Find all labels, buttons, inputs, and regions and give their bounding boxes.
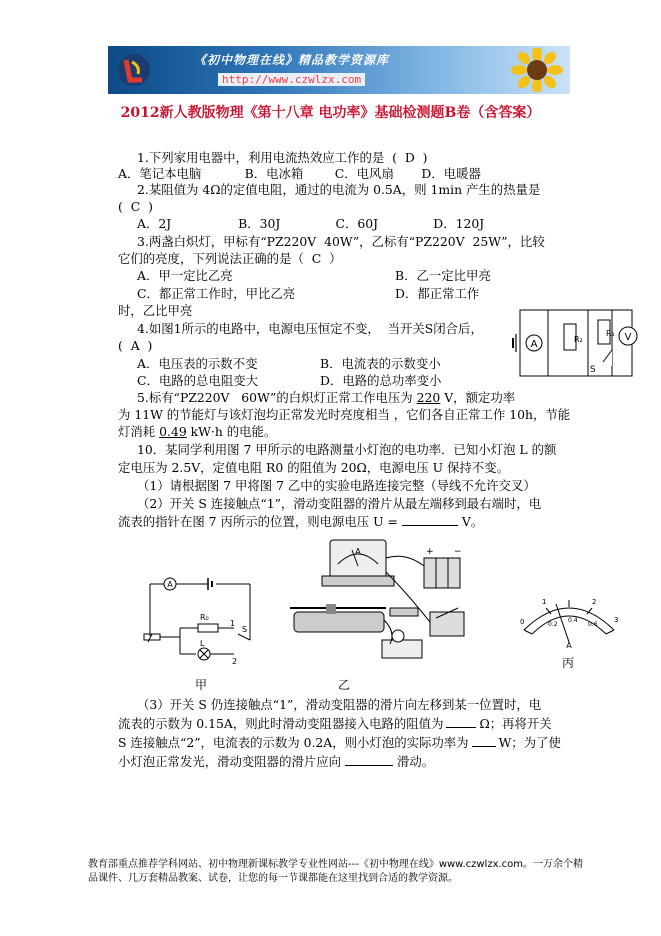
q10-part3-cont3: 小灯泡正常发光，滑动变阻器的滑片应向 滑动。 [118,754,435,769]
figure-7-jia-schematic [138,570,256,668]
site-logo-icon [116,52,152,88]
q5-line-3: 灯消耗 0.49 kW·h 的电能。 [118,424,277,439]
sunflower-icon [510,48,564,92]
q1-stem: 1.下列家用电器中，利用电流热效应工作的是 ( D ) [137,150,428,165]
svg-text:A: A [566,641,572,650]
q10-stem: 10．某同学利用图 7 甲所示的电路测量小灯泡的电功率．已知小灯泡 L 的额 [137,442,557,457]
svg-text:1: 1 [230,619,236,628]
document-title: 2012新人教版物理《第十八章 电功率》基础检测题B卷（含答案） [120,105,541,121]
site-banner [108,46,570,94]
q10-stem-2: 定电压为 2.5V，定值电阻 R0 的阻值为 20Ω，电源电压 U 保持不变。 [118,460,509,475]
page-footer: 教育部重点推荐学科网站、初中物理新课标教学专业性网站---《初中物理在线》www.czwlzx.com。一万余个精品课件、几万套精品教案、试卷，让您的每一节课都能在这里找到合适的教学资源。 [88,859,584,884]
q4-option-b: B．电流表的示数变小 [320,356,441,371]
q4-stem: 4.如图1所示的电路中，电源电压恒定不变， 当开关S闭合后， [137,321,483,336]
q4-option-c: C．电路的总电阻变大 [137,373,258,388]
q5-blank-energy: 0.49 [159,424,187,439]
svg-text:R₁: R₁ [606,329,615,338]
figure-1-circuit [512,306,642,382]
q4-answer: ( A ) [118,338,153,353]
blank-direction [345,754,393,766]
svg-text:0.2: 0.2 [548,621,558,628]
banner-url[interactable]: http://www.czwlzx.com [218,73,365,86]
svg-text:2: 2 [232,657,238,666]
svg-text:−: − [454,547,462,557]
blank-resistance [446,716,476,728]
q10-part2-cont: 流表的指针在图 7 丙所示的位置，则电源电压 U = V。 [118,514,484,529]
q3-option-a: A．甲一定比乙亮 [137,268,233,283]
svg-text:R₂: R₂ [574,335,583,344]
q1-options: A．笔记本电脑 B．电冰箱 C．电风扇 D．电暖器 [118,166,481,181]
bulb-and-resistor [382,608,422,658]
svg-text:V: V [624,332,632,343]
q5-line-2: 为 11W 的节能灯与该灯泡均正常发光时亮度相当 ，它们各自正常工作 10h，节能 [118,407,571,422]
q3-option-d-cont: 时，乙比甲亮 [118,303,193,318]
svg-text:1: 1 [542,598,547,606]
svg-text:A: A [530,339,538,350]
q10-part2: （2）开关 S 连接触点“1”，滑动变阻器的滑片从最左端移到最右端时，电 [137,496,542,511]
svg-text:S: S [590,365,596,375]
svg-text:L: L [200,639,205,648]
figure-7-bing-label: 丙 [562,656,575,670]
svg-text:3: 3 [614,616,619,624]
figure-7-jia-label: 甲 [195,678,208,692]
svg-text:0.4: 0.4 [568,617,578,624]
q10-part3: （3）开关 S 仍连接触点“1”，滑动变阻器的滑片向左移到某一位置时，电 [137,697,542,712]
svg-text:R₀: R₀ [200,613,209,622]
svg-text:2: 2 [592,598,597,606]
figure-7-yi-apparatus [286,532,494,666]
rheostat [290,604,386,632]
q10-part3-cont: 流表的示数为 0.15A，则此时滑动变阻器接入电路的阻值为 Ω；再将开关 [118,716,552,731]
svg-text:+: + [426,547,434,557]
blank-power [472,735,496,747]
battery-pack [424,547,462,588]
q3-option-d: D．都正常工作 [395,286,480,301]
svg-text:0: 0 [520,618,525,626]
switch-device [430,608,464,636]
svg-text:S: S [242,625,248,634]
figure-7-bing-meter [516,590,622,650]
q4-option-d: D．电路的总功率变小 [320,373,442,388]
q10-part3-cont2: S 连接触点“2”，电流表的示数为 0.2A，则小灯泡的实际功率为 W；为了使 [118,735,561,750]
q5-line-1: 5.标有“PZ220V 60W”的白炽灯正常工作电压为 220 V，额定功率 [137,390,516,405]
figure-7-yi-label: 乙 [338,678,351,692]
banner-title: 《初中物理在线》精品教学资源库 [194,53,390,67]
svg-text:0.6: 0.6 [588,621,598,628]
svg-text:A: A [355,547,361,556]
q2-answer: ( C ) [118,199,153,214]
q2-options: A．2J B．30J C．60J D．120J [137,216,485,231]
q3-option-b: B．乙一定比甲亮 [395,268,491,283]
blank-voltage [402,514,458,526]
svg-text:A: A [167,580,173,589]
q5-blank-voltage: 220 [416,390,441,405]
q2-stem: 2.某阻值为 4Ω的定值电阻，通过的电流为 0.5A，则 1min 产生的热量是 [137,182,541,197]
q10-part1: （1）请根据图 7 甲将图 7 乙中的实验电路连接完整（导线不允许交叉） [137,478,536,493]
q3-stem-2: 它们的亮度，下列说法正确的是（ C ） [118,251,342,266]
q3-stem: 3.两盏白炽灯，甲标有“PZ220V 40W”，乙标有“PZ220V 25W”，比较 [137,234,545,249]
q4-option-a: A．电压表的示数不变 [137,356,258,371]
q3-option-c: C．都正常工作时，甲比乙亮 [137,286,296,301]
ammeter-device [322,540,394,586]
